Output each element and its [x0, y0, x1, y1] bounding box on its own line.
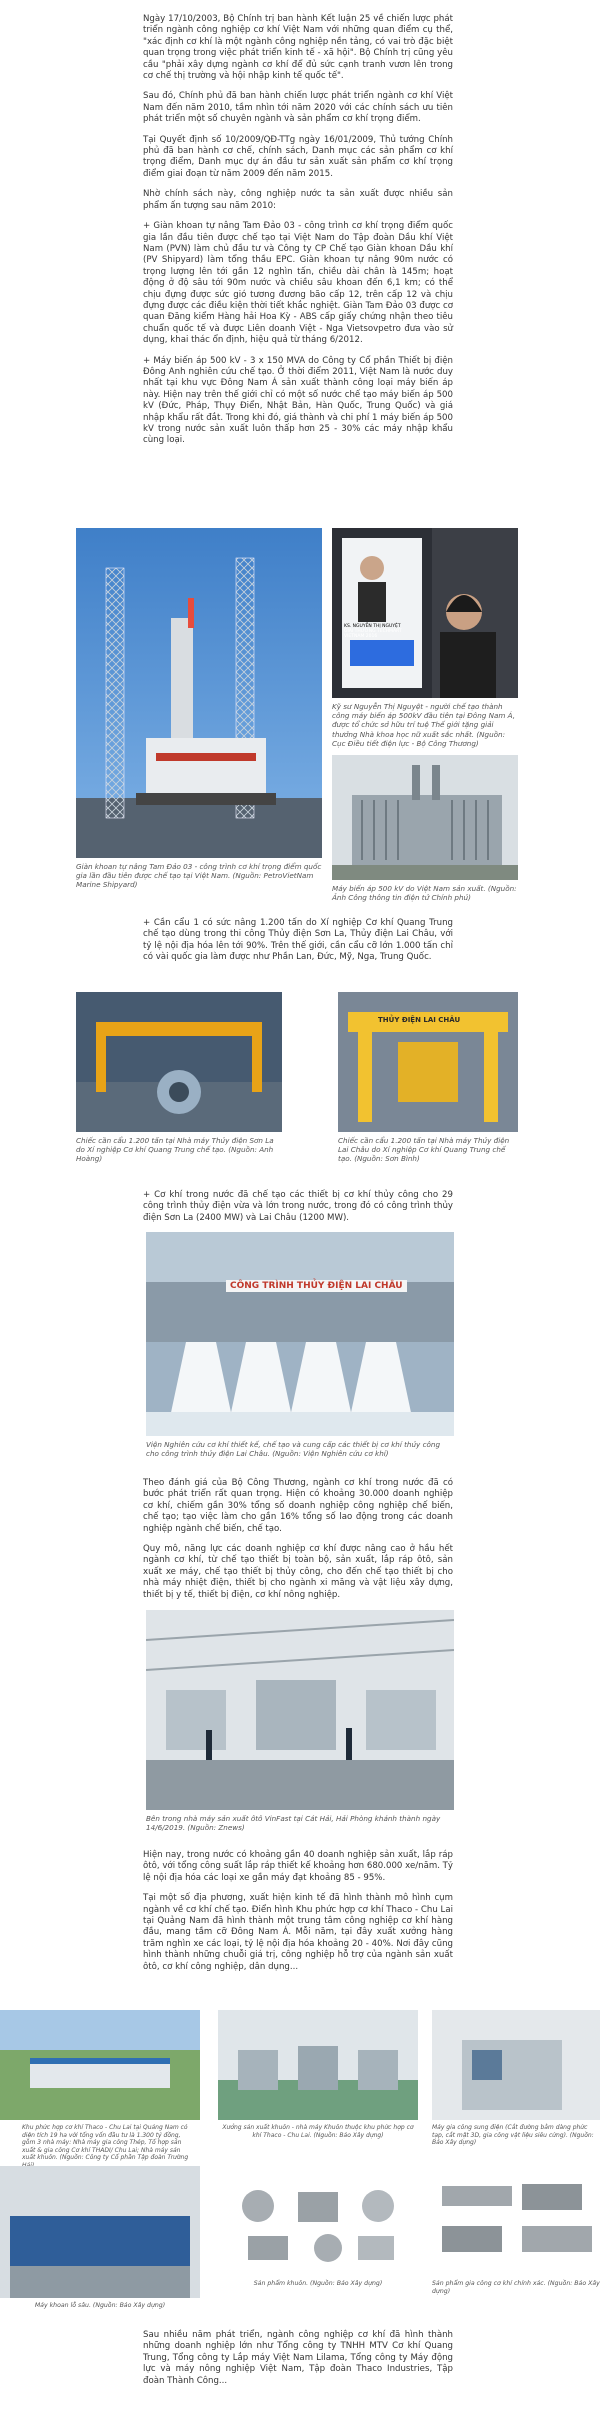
- rig-caption-box: [76, 862, 322, 890]
- parts-photo: [432, 2166, 600, 2276]
- engineer-caption: Kỹ sư Nguyễn Thị Nguyệt - người chế tạo thành công máy biến áp 500kV đầu tiên tại Đông Nam Á, được tổ chức sở hữu trí tuệ Thế giới tặng giải thưởng Nhà khoa học nữ xuất sắc nhất. (Nguồn: Cục Điều tiết điện lực - Bộ Công Thương): [332, 702, 516, 748]
- crane1-caption-box: [76, 1136, 282, 1164]
- transformer-caption: Máy biến áp 500 kV do Việt Nam sản xuất. (Nguồn: Ảnh Công thông tin điện tử Chính phủ): [332, 884, 517, 903]
- crane1-photo: [76, 992, 282, 1132]
- machining-caption: Máy gia công sung điện (Cắt đường bằm dàng phức tạp, cắt mặt 3D, gia công vật liệu siêu cứng). (Nguồn: Báo Xây dựng): [432, 2124, 594, 2147]
- factory-illustration: [146, 1610, 454, 1810]
- paragraph: Tại một số địa phương, xuất hiện kinh tế đã hình thành mô hình cụm ngành về cơ khí chế tạo. Điển hình Khu phức hợp cơ khí Thaco - Chu Lai tại Quảng Nam đã hình thành một trung tâm công nghiệp cơ khí hàng đầu, mang tầm cỡ Đông Nam Á. Mỗi năm, tại đây xuất xưởng hàng trăm nghìn xe các loại, tỷ lệ nội địa hóa khoảng 20 - 40%. Nơi đây cũng hình thành những chuỗi giá trị, công nghiệp hỗ trợ của ngành sản xuất ôtô, cơ khí công nghiệp, dân dụng...: [143, 1893, 453, 1972]
- paragraph: Tại Quyết định số 10/2009/QĐ-TTg ngày 16/01/2009, Thủ tướng Chính phủ đã ban hành cơ chế, chính sách, Danh mục các sản phẩm cơ khí trọng điểm, Danh mục dự án đầu tư sản xuất sản phẩm cơ khí trọng điểm giai đoạn từ năm 2009 đến năm 2015.: [143, 134, 453, 179]
- paragraph: Nhờ chính sách này, công nghiệp nước ta sản xuất được nhiều sản phẩm ấn tượng sau năm 2010:: [143, 189, 453, 211]
- molds-caption: Sản phẩm khuôn. (Nguồn: Báo Xây dựng): [253, 2280, 383, 2287]
- rig-photo: [76, 528, 322, 858]
- paragraph: Hiện nay, trong nước có khoảng gần 40 doanh nghiệp sản xuất, lắp ráp ôtô, với tổng công suất lắp ráp thiết kế khoảng hơn 680.000 xe/năm. Tỷ lệ nội địa hóa các loại xe gần máy đạt khoảng 85 - 95%.: [143, 1850, 454, 1883]
- machining-caption-box: [432, 2124, 600, 2147]
- machining-photo: [432, 2010, 600, 2120]
- drill-caption: Máy khoan lỗ sâu. (Nguồn: Báo Xây dựng): [34, 2302, 166, 2309]
- thaco-photo: [0, 2010, 200, 2120]
- drill-photo: [0, 2166, 200, 2298]
- workshop-caption-box: [218, 2124, 418, 2139]
- molds-caption-box: [218, 2280, 418, 2288]
- transformer-photo: [332, 755, 518, 880]
- poster-text: [344, 624, 420, 640]
- workshop-illustration: [218, 2010, 418, 2120]
- crane2-illustration: [338, 992, 518, 1132]
- thaco-caption: Khu phức hợp cơ khí Thaco - Chu Lai tại Quảng Nam có diện tích 19 ha với tổng vốn đầu tư là 1.300 tỷ đồng, gồm 3 nhà máy: Nhà máy gia công Thép, Tổ hợp sản xuất & gia công Cơ khí THADI/ Chu Lai; Nhà máy sản xuất khuôn. (Nguồn: Công ty Cổ phần Tập đoàn Trường: [22, 2124, 189, 2162]
- paragraph: Ngày 17/10/2003, Bộ Chính trị ban hành Kết luận 25 về chiến lược phát triển ngành công nghiệp cơ khí Việt Nam với những quan điểm cụ thể, "xác định cơ khí là một ngành công nghiệp nền tảng, có vai trò đặc biệt quan trọng trong việc phát triển kinh tế - xã hội". Bộ Chính trị cũng yêu cầu "phải xây dựng ngành cơ khí để đủ sức cạnh tranh vươn lên trong cơ chế thị trường và hội nhập kinh tế quốc tế".: [143, 14, 453, 82]
- paragraph: + Cần cẩu 1 có sức nâng 1.200 tấn do Xí nghiệp Cơ khí Quang Trung chế tạo dùng trong thi công Thủy điện Sơn La, Thủy điện Lai Châu, với tỷ lệ nội địa hóa lên tới 90%. Trên thế giới, cần cẩu cỡ lớn 1.000 tấn chỉ có vài quốc gia làm được như Phần Lan, Đức, Mỹ, Nga, Trung Quốc.: [143, 918, 453, 963]
- poster-name: KS. NGUYỄN THỊ NGUYỆT: [344, 624, 401, 629]
- thaco-caption-box: [22, 2124, 192, 2170]
- crane1-illustration: [76, 992, 282, 1132]
- article-end: [143, 2330, 453, 2396]
- factory-photo: [146, 1610, 454, 1810]
- factory-caption-box: [146, 1814, 454, 1832]
- paragraph: + Cơ khí trong nước đã chế tạo các thiết bị cơ khí thủy công cho 29 công trình thủy điện vừa và lớn trong nước, trong đó có công trình thủy điện Sơn La (2400 MW) và Lai Châu (1200 MW).: [143, 1190, 453, 1223]
- crane1-caption: Chiếc cần cẩu 1.200 tấn tại Nhà máy Thủy điện Sơn La do Xí nghiệp Cơ khí Quang Trung chế tạo. (Nguồn: Anh Hoàng): [76, 1136, 274, 1164]
- rig-caption: Giàn khoan tự nâng Tam Đảo 03 - công trình cơ khí trọng điểm quốc gia lần đầu tiên được chế tạo tại Việt Nam. (Nguồn: PetroVietNam Marine Shipyard): [76, 862, 322, 890]
- transformer-caption-box: [332, 884, 518, 902]
- drill-illustration: [0, 2166, 200, 2298]
- paragraph: + Giàn khoan tự nâng Tam Đảo 03 - công trình cơ khí trọng điểm quốc gia lần đầu tiên được chế tạo tại Việt Nam do Tập đoàn Dầu khí Việt Nam (PVN) làm chủ đầu tư và Công ty CP Chế tạo Giàn khoan Dầu khí (PV Shipyard) làm tổng thầu EPC. Giàn khoan tự nâng 90m nước có trọng lượng lên tới gần 12 nghìn tấn, chiều dài chân là 145m; hoạt động ở độ sâu tới 90m nước và chiều sâu khoan đến 6,1 km; có thể chịu đựng được sức gió tương đương bão cấp 12, trên cấp 12 và chịu đựng được các điều kiện thời tiết khắc nghiệt. Giàn Tam Đảo 03 được cơ quan Đăng kiểm Hàng hải Hoa Kỳ - ABS cấp giấy chứng nhận theo tiêu chuẩn quốc tế và được Liên doanh Việt - Nga Vietsovpetro đưa vào sử dụng, khai thác ổn định, hiệu quả từ tháng 6/2012.: [143, 221, 453, 346]
- transformer-illustration: [332, 755, 518, 880]
- paragraph: Quy mô, năng lực các doanh nghiệp cơ khí được nâng cao ở hầu hết ngành cơ khí, từ chế tạo thiết bị toàn bộ, sản xuất, lắp ráp ôtô, sản xuất xe máy, chế tạo thiết bị thủy công, cho đến chế tạo thiết bị cho nhà máy nhiệt điện, thiết bị cho ngành xi măng và vật liệu xây dựng, thiết bị y tế, thiết bị điện, cơ khí nông nghiệp.: [143, 1544, 453, 1600]
- paragraph: + Máy biến áp 500 kV - 3 x 150 MVA do Công ty Cổ phần Thiết bị điện Đông Anh nghiên cứu chế tạo. Ở thời điểm 2011, Việt Nam là nước duy nhất tại khu vực Đông Nam Á sản xuất thành công loại máy biến áp này. Hiện nay trên thế giới chỉ có một số nước chế tạo máy biến áp 500 kV (Đức, Pháp, Thụy Điển, Nhật Bản, Hàn Quốc, Trung Quốc) và giá nhập khẩu rất đắt. Trong khi đó, giá thành và chi phí 1 máy biến áp 500 kV trong nước sản xuất luôn thấp hơn 25 - 30% các máy nhập khẩu cùng loại.: [143, 355, 453, 446]
- crane2-caption: Chiếc cần cẩu 1.200 tấn tại Nhà máy Thủy điện Lai Châu do Xí nghiệp Cơ khí Quang Trung chế tạo. (Nguồn: Sơn Bình): [338, 1136, 510, 1164]
- crane2-photo: [338, 992, 518, 1132]
- paragraph: Sau đó, Chính phủ đã ban hành chiến lược phát triển ngành cơ khí Việt Nam đến năm 2010, tầm nhìn tới năm 2020 với các chính sách ưu tiên phát triển một số chuyên ngành và sản phẩm cơ khí trọng điểm.: [143, 91, 453, 125]
- dam-sign: CÔNG TRÌNH THỦY ĐIỆN LAI CHÂU: [226, 1280, 407, 1292]
- article-low: [143, 1850, 453, 1982]
- lai-chau-sign: THỦY ĐIỆN LAI CHÂU: [378, 1016, 461, 1024]
- thaco-illustration: [0, 2010, 200, 2120]
- paragraph: Theo đánh giá của Bộ Công Thương, ngành cơ khí trong nước đã có bước phát triển rất quan trọng. Hiện có khoảng 30.000 doanh nghiệp cơ khí, chiếm gần 30% tổng số doanh nghiệp công nghiệp chế biến, chế tạo; tạo việc làm cho gần 16% tổng số lao động trong các doanh nghiệp ngành chế biến, chế tạo.: [143, 1478, 453, 1534]
- workshop-photo: [218, 2010, 418, 2120]
- paragraph: Sau nhiều năm phát triển, ngành công nghiệp cơ khí đã hình thành những doanh nghiệp lớn như Tổng công ty TNHH MTV Cơ khí Quang Trung, Tổng công ty Lắp máy Việt Nam Lilama, Tổng công ty Máy động lực và máy nông nghiệp Việt Nam, Tập đoàn Thaco Industries, Tập đoàn Thành Công...: [143, 2330, 453, 2386]
- drill-caption-box: [0, 2302, 200, 2310]
- machining-illustration: [432, 2010, 600, 2120]
- molds-photo: [218, 2166, 418, 2276]
- factory-caption: Bên trong nhà máy sản xuất ôtô VinFast tại Cát Hải, Hải Phòng khánh thành ngày 14/6/2019. (Nguồn: Znews): [146, 1814, 441, 1833]
- dam-caption: Viện Nghiên cứu cơ khí thiết kế, chế tạo và cung cấp các thiết bị cơ khí thủy công cho công trình thủy điện Lai Châu. (Nguồn: Viện Nghiên cứu cơ khí): [146, 1440, 441, 1459]
- crane-paragraph-box: [143, 918, 453, 973]
- article-top: [143, 14, 453, 456]
- workshop-caption: Xưởng sản xuất khuôn - nhà máy Khuôn thuộc khu phức hợp cơ khí Thaco - Chu Lai. (Nguồn: Báo Xây dựng): [222, 2124, 414, 2139]
- crane2-caption-box: [338, 1136, 518, 1164]
- parts-caption-box: [432, 2280, 600, 2295]
- engineer-illustration: [332, 528, 518, 698]
- rig-illustration: [76, 528, 322, 858]
- dam-photo: [146, 1232, 454, 1436]
- poster-award: GIẢI THƯỞNG TECHMART VIETNAM 2016: [344, 629, 402, 640]
- hydro-paragraph-box: [143, 1190, 453, 1233]
- dam-illustration: [146, 1232, 454, 1436]
- engineer-caption-box: [332, 702, 518, 748]
- parts-illustration: [432, 2166, 600, 2276]
- molds-illustration: [218, 2166, 418, 2276]
- parts-caption: Sản phẩm gia công cơ khí chính xác. (Nguồn: Báo Xây dựng): [432, 2280, 600, 2295]
- engineer-photo: [332, 528, 518, 698]
- dam-caption-box: [146, 1440, 454, 1458]
- article-mid: [143, 1478, 453, 1610]
